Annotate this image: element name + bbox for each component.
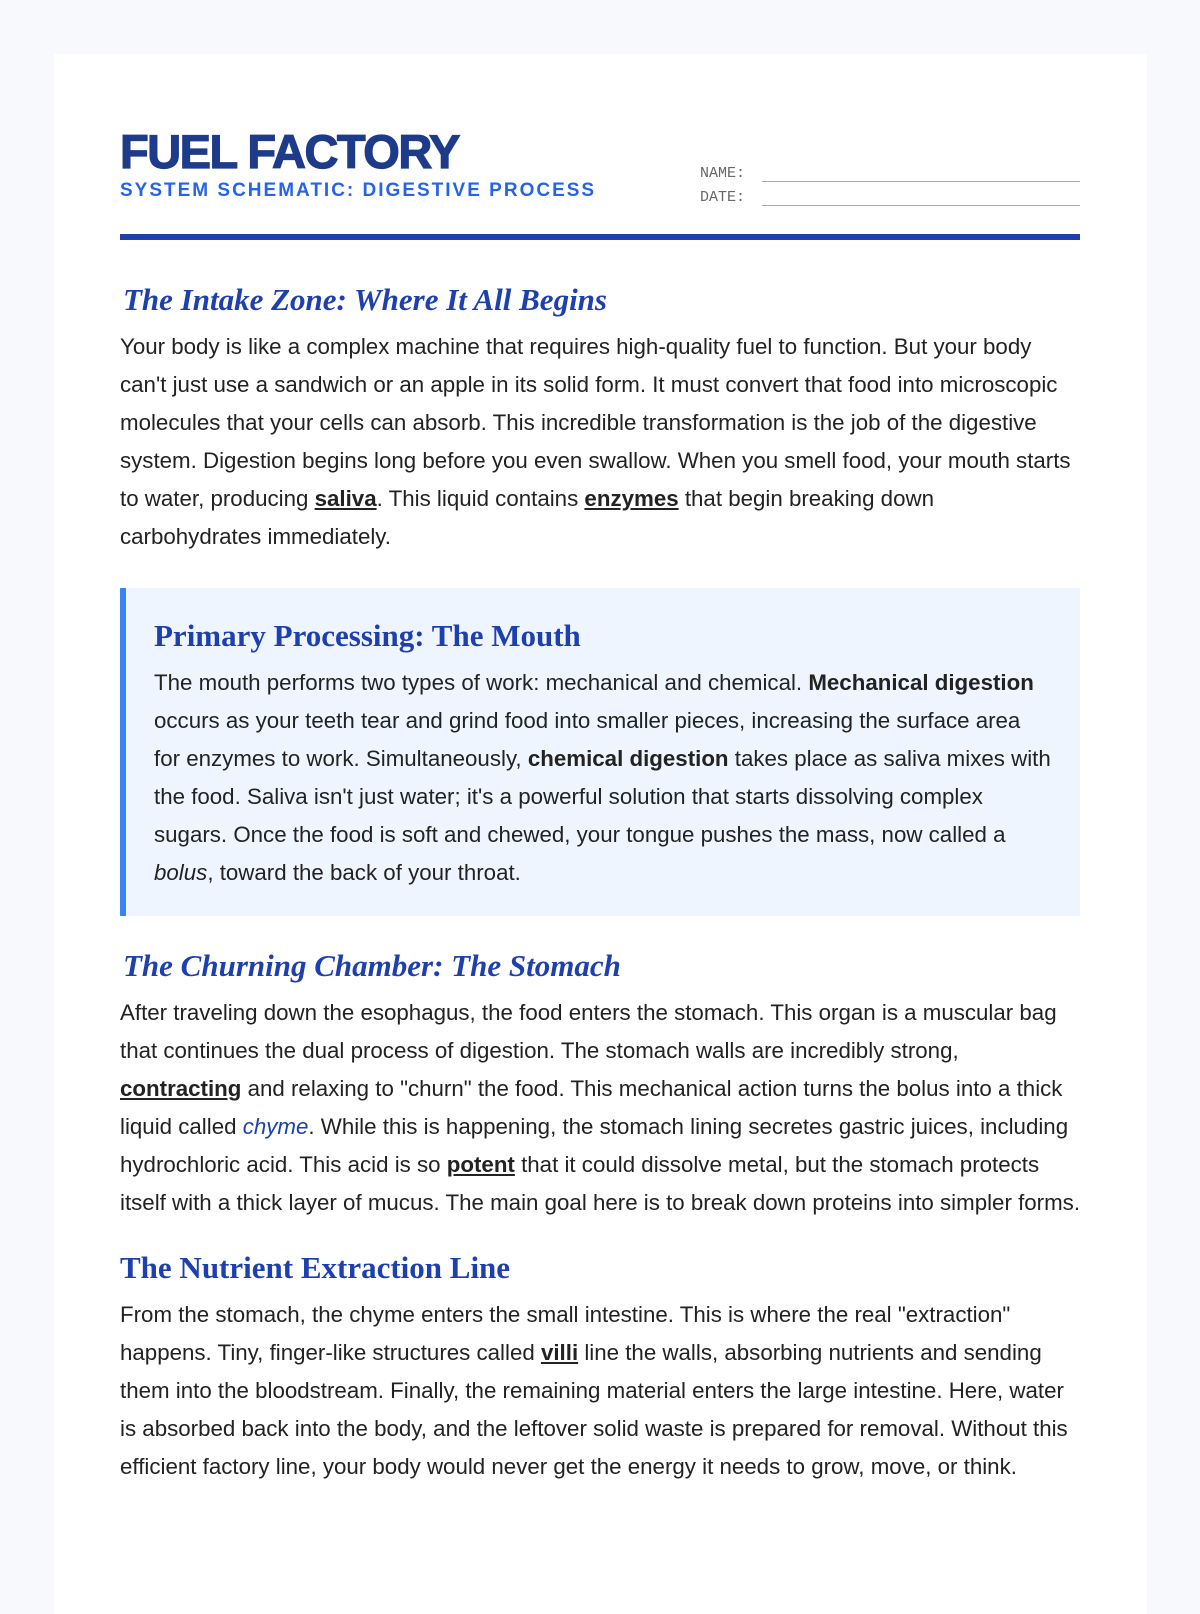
bold-term: chemical digestion (527, 746, 729, 771)
name-field[interactable] (700, 158, 1080, 182)
name-line[interactable] (762, 167, 1080, 182)
section-paragraph (120, 1296, 1080, 1486)
vocab-term: saliva (314, 486, 377, 511)
text: . While this is happening, the stomach lining secretes gastric juices, including hydrochloric acid. This acid is so (120, 1114, 1069, 1177)
text: line the walls, absorbing nutrients and sending them into the bloodstream. Finally, the remaining material enters the large intestine. Here, water is absorbed back into the body, and the leftover solid waste is prepared for removal. Without this efficient factory line, your body would never get the energy it needs to grow, move, or think. (120, 1340, 1068, 1479)
italic-term: bolus (154, 860, 208, 885)
text: , toward the back of your throat. (207, 860, 521, 885)
worksheet-title: FUEL FACTORY (120, 125, 459, 178)
text: The mouth performs two types of work: mechanical and chemical. (154, 670, 809, 695)
vocab-term: villi (540, 1340, 579, 1365)
section-extraction (120, 1248, 1080, 1486)
text: that it could dissolve metal, but the stomach protects itself with a thick layer of mucus. The main goal here is to break down proteins into simpler forms. (120, 1152, 1081, 1215)
text: From the stomach, the chyme enters the small intestine. This is where the real "extraction" happens. Tiny, finger-like structures called (120, 1302, 1011, 1365)
bold-term: Mechanical digestion (808, 670, 1034, 695)
section-intake (120, 280, 1080, 556)
worksheet-subtitle: SYSTEM SCHEMATIC: DIGESTIVE PROCESS (120, 180, 597, 201)
section-heading: The Churning Chamber: The Stomach (123, 948, 621, 983)
date-line[interactable] (762, 191, 1080, 206)
text: and relaxing to "churn" the food. This mechanical action turns the bolus into a thick liquid called (120, 1076, 1063, 1139)
date-label: DATE: (700, 189, 746, 206)
text: occurs as your teeth tear and grind food into smaller pieces, increasing the surface area for enzymes to work. Simultaneously, (154, 708, 1021, 771)
vocab-term: contracting (120, 1076, 242, 1101)
text: Your body is like a complex machine that requires high-quality fuel to function. But your body can't just use a sandwich or an apple in its solid form. It must convert that food into microscopic molecules that your cells can absorb. This incredible transformation is the job of the digestive system. Digestion begins long before you even swallow. When you smell food, your mouth starts to water, producing (120, 334, 1071, 511)
text: After traveling down the esophagus, the food enters the stomach. This organ is a muscular bag that continues the dual process of digestion. The stomach walls are incredibly strong, (120, 1000, 1057, 1063)
vocab-term: potent (446, 1152, 515, 1177)
text: takes place as saliva mixes with the food. Saliva isn't just water; it's a powerful solution that starts dissolving complex sugars. Once the food is soft and chewed, your tongue pushes the mass, now called a (154, 746, 1051, 847)
italic-term: chyme (242, 1114, 309, 1139)
text: . This liquid contains (376, 486, 585, 511)
callout-heading: Primary Processing: The Mouth (154, 618, 581, 653)
date-field[interactable] (700, 182, 1080, 206)
section-heading: The Nutrient Extraction Line (120, 1250, 511, 1285)
section-paragraph (120, 328, 1080, 556)
section-stomach (120, 946, 1080, 1222)
name-label: NAME: (700, 165, 746, 182)
section-paragraph (120, 994, 1080, 1222)
callout-mouth (120, 588, 1080, 916)
worksheet-page (54, 54, 1147, 1614)
callout-paragraph (154, 664, 1052, 892)
student-fields (700, 158, 1080, 206)
header-divider (120, 234, 1080, 240)
vocab-term: enzymes (584, 486, 679, 511)
section-heading: The Intake Zone: Where It All Begins (123, 282, 607, 317)
text: that begin breaking down carbohydrates immediately. (120, 486, 934, 549)
